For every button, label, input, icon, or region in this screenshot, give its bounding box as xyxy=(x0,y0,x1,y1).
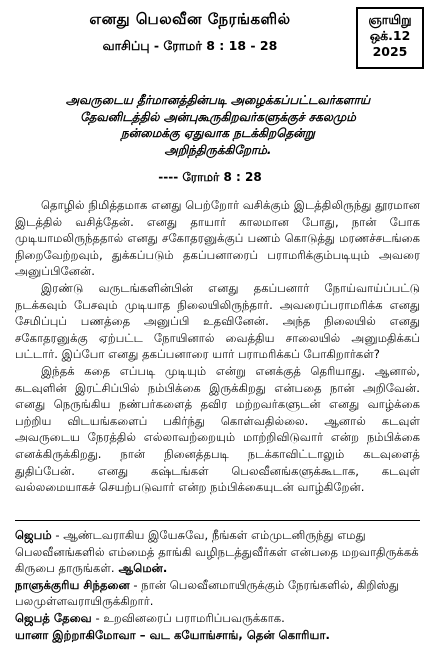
thought-label: நாளுக்குரிய சிந்தனை xyxy=(15,577,130,592)
verse-line: அவருடைய தீர்மானத்தின்படி அழைக்கப்பட்டவர்களாய் xyxy=(65,93,371,107)
date-day: ஞாயிறு xyxy=(368,12,412,27)
prayer-amen: ஆமென். xyxy=(114,561,168,576)
page-title: எனது பெலவீன நேரங்களில் xyxy=(89,10,291,28)
footer-section xyxy=(15,527,420,643)
body-paragraph: தொழில் நிமித்தமாக எனது பெற்றோர் வசிக்கும் இடத்திலிருந்து தூரமான இடத்தில் வசித்தேன். எனது தாயார் காலமான போது, நான் போக முடியாமலிருந்ததால் எனது சகோதரனுக்குப் பணம் கொடுத்து மரணச்சடங்கை நிறைவேற்றவும், துக்கப்படும் தகப்பனாரைப் பராமரிக்கும்படியும் அவரை அனுப்பினேன். xyxy=(15,198,420,279)
author: யானா இற்றாகிமோவா – வட கயோங்சாங், தென் கொரியா. xyxy=(15,627,330,642)
thought-for-day xyxy=(15,577,420,610)
verse-reference: ---- ரோமர் 8 : 28 xyxy=(158,170,262,184)
scripture-reading: வாசிப்பு - ரோமர் 8 : 18 - 28 xyxy=(102,38,278,53)
prayer-text: - ஆண்டவராகிய இயேசுவே, நீங்கள் எம்முடனிருந்து எமது பெலவீனங்களில் எம்மைத் தாங்கி வழிநடத்துவீர்கள் என்பதை மறவாதிருக்கக் கிருபை தாருங்கள். xyxy=(15,528,419,576)
need-label: ஜெபத் தேவை xyxy=(15,610,92,625)
body-paragraph: இந்தக் கதை எப்படி முடியும் என்று எனக்குத் தெரியாது. ஆனால், கடவுளின் இரட்சிப்பில் நம்பிக்கை இருக்கிறது என்பதை நான் அறிவேன். எனது நெருங்கிய நண்பர்களைத் தவிர மற்றவர்களுடன் எனது வாழ்க்கை பற்றிய விடயங்களைப் பகிர்ந்து கொள்வதில்லை. ஆனால் கடவுள் அவருடைய நேரத்தில் எல்லாவற்றையும் மாற்றிவிடுவார் என்ற நம்பிக்கை எனக்கிருக்கிறது. நான் நினைத்தபடி நடக்காவிட்டாலும் கடவுளைத் துதிப்பேன். எனது கஷ்டங்கள் பெலவீனங்களுக்கூடாக, கடவுள் வல்லமையாகச் செயற்படுவார் என்ற நம்பிக்கையுடன் வாழ்கிறேன். xyxy=(15,363,420,495)
key-verse xyxy=(58,92,378,158)
need-text: - உறவினரைப் பராமரிப்பவருக்காக. xyxy=(91,610,285,625)
date-box xyxy=(356,7,424,69)
prayer xyxy=(15,527,420,577)
thought-text: - நான் பெலவீனமாயிருக்கும் நேரங்களில், கிறிஸ்து பலமுள்ளவராயிருக்கிறார். xyxy=(15,577,400,609)
date-month-day: ஒக்.12 xyxy=(369,28,411,43)
verse-line: நன்மைக்கு ஏதுவாக நடக்கிறதென்று xyxy=(121,126,315,140)
verse-line: அறிந்திருக்கிறோம். xyxy=(164,142,272,157)
divider xyxy=(15,520,420,521)
devotional-body xyxy=(15,197,420,496)
prayer-label: ஜெபம் xyxy=(15,528,52,542)
date-year: 2025 xyxy=(372,44,408,59)
verse-line: தேவனிடத்தில் அன்புகூருகிறவர்களுக்குச் சகலமும் xyxy=(80,109,356,124)
prayer-need xyxy=(15,610,420,627)
body-paragraph: இரண்டு வருடங்களின்பின் எனது தகப்பனார் நோய்வாய்ப்பட்டு நடக்கவும் பேசவும் முடியாத நிலையிலிருந்தார். அவரைப்பராமரிக்க எனது சேமிப்புப் பணத்தை அனுப்பி உதவினேன். அந்த நிலையில் எனது சகோதரனுக்கு ஏற்பட்ட நோயினால் வைத்திய சாலையில் அனுமதிக்கப் பட்டார். இப்போ எனது தகப்பனாரை யார் பராமரிக்கப் போகிறார்கள்? xyxy=(15,280,420,362)
